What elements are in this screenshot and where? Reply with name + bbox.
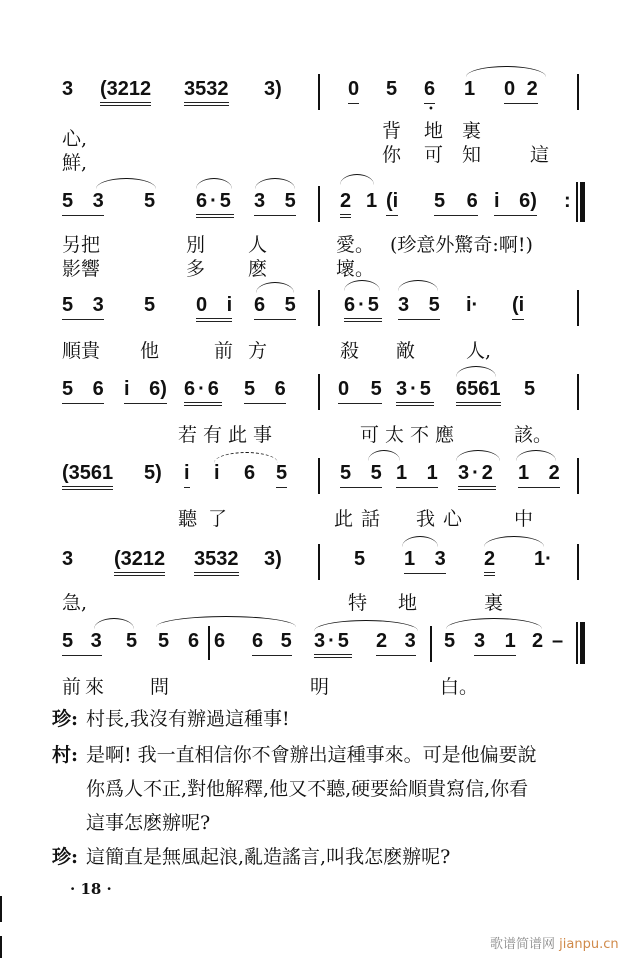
lyric: 裏 (484, 592, 504, 614)
dialogue-continuation (52, 772, 528, 806)
note: i· (466, 294, 479, 316)
note-group: 3·5 (396, 378, 434, 406)
note: 5 (158, 630, 170, 652)
note: 5 (386, 78, 398, 100)
slur (368, 450, 400, 461)
note: 3) (264, 548, 282, 570)
note: 2 (340, 190, 351, 218)
barline (318, 458, 320, 494)
octave-dot-below: • (428, 104, 434, 115)
lyric: 明 (310, 676, 330, 698)
barline (577, 74, 579, 110)
lyric: 壞。 (336, 258, 375, 280)
lyric: 問 (150, 676, 170, 698)
dialogue-line (52, 738, 537, 772)
barline (318, 374, 320, 410)
lyric: 我心 (416, 508, 471, 530)
watermark (490, 933, 619, 952)
dialogue-text: 這簡直是無風起浪,亂造謠言,叫我怎麽辦呢? (86, 846, 451, 868)
note: i (184, 462, 190, 488)
lyric: 這 (530, 144, 550, 166)
note-group: 6561 (456, 378, 501, 406)
scan-edge-mark (0, 896, 2, 922)
final-barline-thin (576, 622, 578, 664)
watermark-site: jianpu.cn (559, 937, 619, 952)
slur (255, 178, 295, 189)
note: 1 (366, 190, 378, 212)
barline (577, 290, 579, 326)
repeat-sign: : (564, 190, 571, 212)
note-group: 0 5 (338, 378, 382, 404)
barline (318, 290, 320, 326)
lyric: 另把 (62, 234, 101, 256)
lyric: 方 (248, 340, 268, 362)
lyric: 麽 (248, 258, 268, 280)
dialogue-text: 這事怎麽辦呢? (86, 812, 211, 834)
lyric: 背 (382, 120, 402, 142)
slur (156, 616, 296, 627)
lyric: 你 (382, 144, 402, 166)
lyric: 別 (186, 234, 206, 256)
note: 6 (188, 630, 200, 652)
note-group: 5 3 (62, 630, 102, 656)
note: 1· (534, 548, 552, 570)
lyric: 急, (62, 592, 88, 614)
dialogue-text: 村長,我沒有辦過這種事! (86, 708, 290, 730)
slur (96, 178, 156, 189)
lyric: 若有此事 (178, 424, 279, 446)
slur (456, 366, 496, 377)
note-group: 6 5 (254, 294, 296, 320)
lyric: 影響 (62, 258, 101, 280)
note-group: 3532 (184, 78, 229, 106)
dash-extension: – (552, 630, 564, 652)
slur (398, 280, 438, 291)
note-group: 6·5 (344, 294, 382, 322)
note: 2 (484, 548, 495, 576)
slur (256, 282, 294, 293)
lyric: 前 (214, 340, 234, 362)
lyric: 殺 (340, 340, 360, 362)
slur (196, 178, 232, 189)
note: 0 (348, 78, 359, 104)
note-group: i 6) (124, 378, 167, 404)
barline (318, 186, 320, 222)
lyric: 知 (462, 144, 482, 166)
lyric: 他 (140, 340, 160, 362)
lyric: 地 (424, 120, 444, 142)
note-group: 6·5 (196, 190, 234, 218)
lyric: 中 (514, 508, 534, 530)
note: 5 (444, 630, 456, 652)
note-group: 0 2 (504, 78, 538, 104)
dialogue-continuation (52, 806, 210, 840)
note-group: 6·6 (184, 378, 222, 406)
note: 5 (126, 630, 138, 652)
note-group: 5 3 (62, 294, 104, 320)
barline (318, 74, 320, 110)
lyric: 聽 (178, 508, 198, 530)
lyric: 順貴 (62, 340, 101, 362)
barline (577, 458, 579, 494)
final-barline-thick (580, 622, 585, 664)
note-group: 3532 (194, 548, 239, 576)
note-group: 5 6 (434, 190, 478, 216)
note-group: 3·2 (458, 462, 496, 490)
note: 5 (524, 378, 536, 400)
slur (340, 174, 374, 185)
note: 5 (354, 548, 366, 570)
note-group: 2 3 (376, 630, 416, 656)
note: i (214, 462, 220, 484)
slur (402, 536, 438, 547)
lyric: 敵 (396, 340, 416, 362)
lyric: 可 (424, 144, 444, 166)
note-group: 3 5 (398, 294, 440, 320)
note-group: (3561 (62, 462, 113, 490)
note-group: 3 5 (254, 190, 296, 216)
note-group: 1 1 (396, 462, 438, 488)
speaker-label: 珍: (52, 708, 79, 730)
note-group: 1 2 (518, 462, 560, 488)
page-number: · 18 · (70, 880, 112, 898)
repeat-barline-thick (580, 182, 585, 222)
slur (456, 450, 500, 461)
watermark-text: 歌谱简谱网 (490, 937, 556, 952)
note: 5 (144, 190, 156, 212)
slur (446, 618, 542, 629)
dialogue-text: 是啊! 我一直相信你不會辦出這種事來。可是他偏要說 (86, 744, 537, 766)
speaker-label: 珍: (52, 846, 79, 868)
barline (318, 544, 320, 580)
dialogue-line (52, 840, 450, 874)
dialogue-text: 你爲人不正,對他解釋,他又不聽,硬要給順貴寫信,你看 (86, 778, 529, 800)
repeat-barline-thin (576, 182, 578, 222)
note: 5) (144, 462, 162, 484)
stage-direction: (珍意外驚奇:啊!) (390, 234, 533, 256)
note-group: 1 3 (404, 548, 446, 574)
lyric: 該。 (514, 424, 553, 446)
note: 6 (214, 630, 226, 652)
lyric: 此話 (334, 508, 389, 530)
note-group: 0 i (196, 294, 232, 322)
note: 1 (464, 78, 476, 100)
barline (430, 626, 432, 662)
lyric: 白。 (440, 676, 479, 698)
note-group: (3212 (100, 78, 151, 106)
note: 3) (264, 78, 282, 100)
note-group: 5 6 (244, 378, 286, 404)
barline (577, 544, 579, 580)
note-group: 5 3 (62, 190, 104, 216)
lyric: 特 (348, 592, 368, 614)
note: 5 (144, 294, 156, 316)
barline (577, 374, 579, 410)
note: 3 (62, 78, 74, 100)
slur (484, 536, 544, 547)
speaker-label: 村: (52, 744, 79, 766)
note-group: 5 5 (340, 462, 382, 488)
lyric: 了 (208, 508, 228, 530)
note-group: 5 6 (62, 378, 104, 404)
note-group: 3·5 (314, 630, 352, 658)
note: (i (386, 190, 398, 216)
note: 3 (62, 548, 74, 570)
lyric: 前來 (62, 676, 109, 698)
slur (466, 66, 546, 77)
dialogue-line (52, 702, 290, 736)
note: 2 (532, 630, 544, 652)
lyric: 人 (248, 234, 268, 256)
note-group: (3212 (114, 548, 165, 576)
lyric: 鮮, (62, 152, 88, 174)
lyric: 可太不應 (360, 424, 461, 446)
lyric: 裏 (462, 120, 482, 142)
note-group: 3 1 (474, 630, 516, 656)
slur (516, 450, 556, 461)
slur (344, 280, 380, 291)
lyric: 愛。 (336, 234, 375, 256)
lyric: 地 (398, 592, 418, 614)
note: 5 (276, 462, 287, 488)
note: 6 (244, 462, 256, 484)
lyric: 多 (186, 258, 206, 280)
slur (94, 618, 134, 629)
lyric: 人, (466, 340, 492, 362)
note: (i (512, 294, 524, 320)
scan-edge-mark (0, 936, 2, 958)
barline (208, 626, 210, 660)
note: 6 (424, 78, 435, 104)
note-group: 6 5 (252, 630, 292, 656)
note-group: i 6) (494, 190, 537, 216)
lyric: 心, (62, 128, 88, 150)
